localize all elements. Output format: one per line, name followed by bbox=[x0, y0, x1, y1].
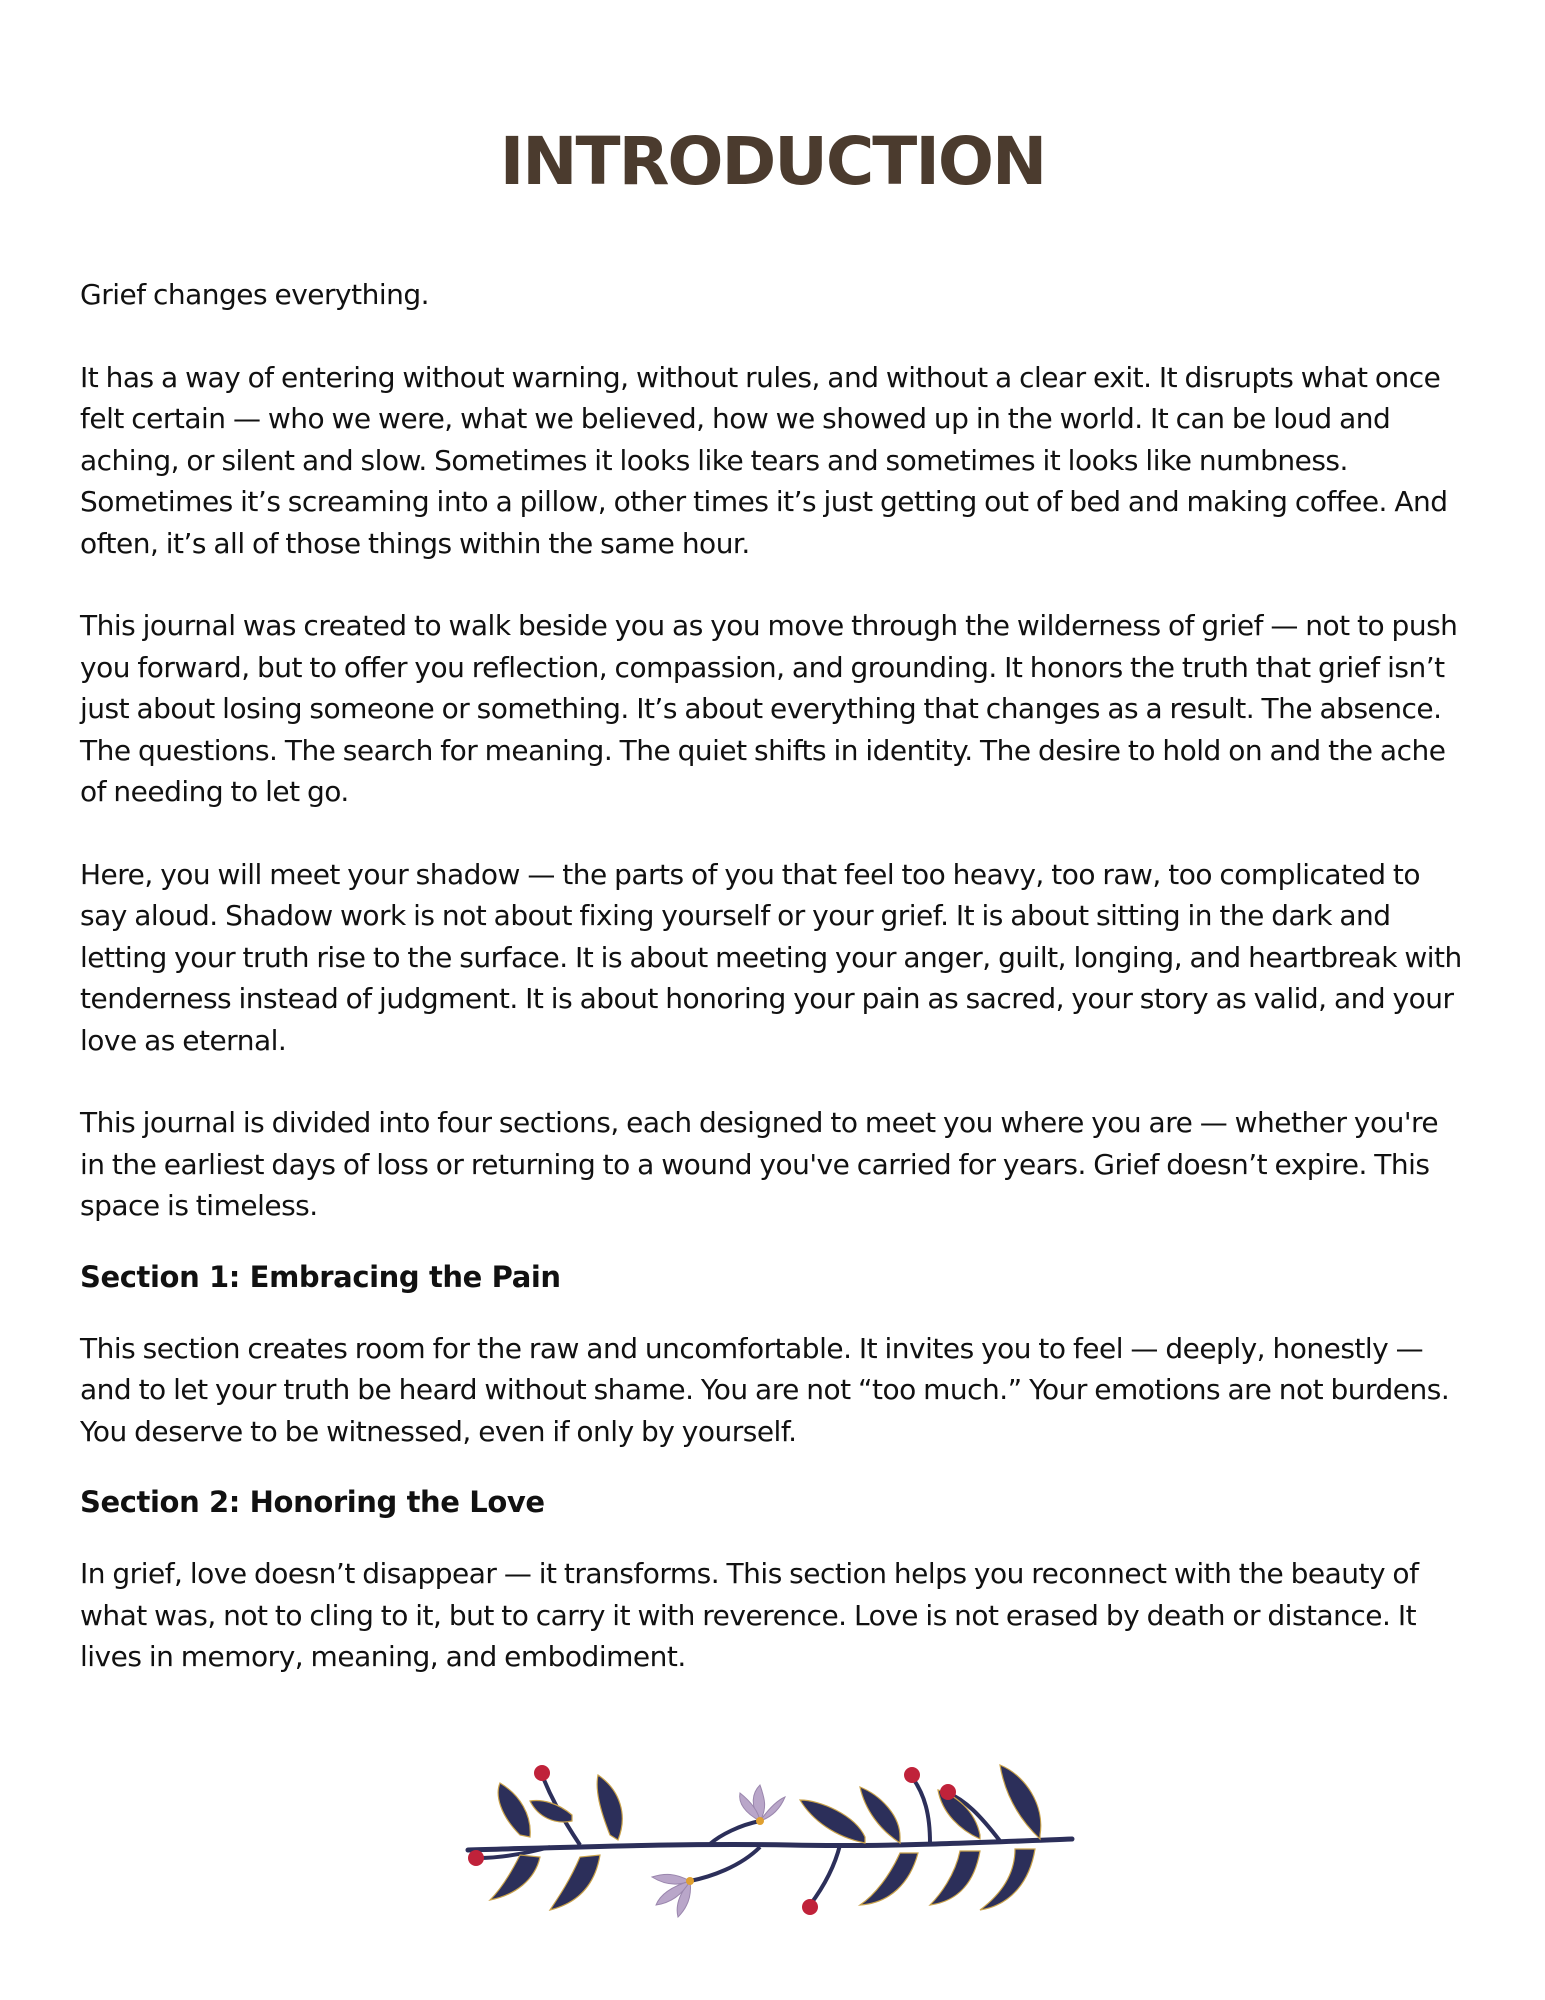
paragraph-grief-description: It has a way of entering without warning, without rules, and without a clear exit. It disrupts what once felt certain — who we were, what we believed, how we showed up in the world. It can be loud and aching, or silent and slow. Sometimes it looks like tears and sometimes it looks like numbness. Sometimes it’s screaming into a pillow, other times it’s just getting out of bed and making coffee. And often, it’s all of those things within the same hour. bbox=[80, 360, 1448, 560]
floral-branch-illustration bbox=[460, 1755, 1080, 1925]
section-1-heading: Section 1: Embracing the Pain bbox=[80, 1259, 561, 1294]
paragraph-sections-overview: This journal is divided into four sections, each designed to meet you where you are — whether you're in the earliest days of loss or returning to a wound you've carried for years. Grief doesn’t expire. This space is timeless. bbox=[80, 1106, 1439, 1222]
introduction-body bbox=[80, 274, 1470, 1719]
section-2-heading: Section 2: Honoring the Love bbox=[80, 1485, 545, 1519]
page-title: INTRODUCTION bbox=[499, 123, 1046, 200]
paragraph-shadow-work: Here, you will meet your shadow — the parts of you that feel too heavy, too raw, too complicated to say aloud. Shadow work is not about fixing yourself or your grief. It is about sitting in the dark and letting your truth rise to the surface. It is about meeting your anger, guilt, longing, and heartbreak with tenderness instead of judgment. It is about honoring your pain as sacred, your story as valid, and your love as eternal. bbox=[80, 857, 1462, 1057]
section-1-body: This section creates room for the raw and uncomfortable. It invites you to feel — deeply, honestly — and to let your truth be heard without shame. You are not “too much.” Your emotions are not burdens. You deserve to be witnessed, even if only by yourself. bbox=[80, 1331, 1450, 1448]
section-2-body: In grief, love doesn’t disappear — it transforms. This section helps you reconnect with the beauty of what was, not to cling to it, but to carry it with reverence. Love is not erased by death or distance. It lives in memory, meaning, and embodiment. bbox=[80, 1557, 1419, 1673]
paragraph-opening: Grief changes everything. bbox=[80, 278, 430, 311]
paragraph-journal-purpose: This journal was created to walk beside you as you move through the wilderness of grief — not to push you forward, but to offer you reflection, compassion, and grounding. It honors the truth that grief isn’t just about losing someone or something. It’s about everything that changes as a result. The absence. The questions. The search for meaning. The quiet shifts in identity. The desire to hold on and the ache of needing to let go. bbox=[80, 609, 1458, 808]
